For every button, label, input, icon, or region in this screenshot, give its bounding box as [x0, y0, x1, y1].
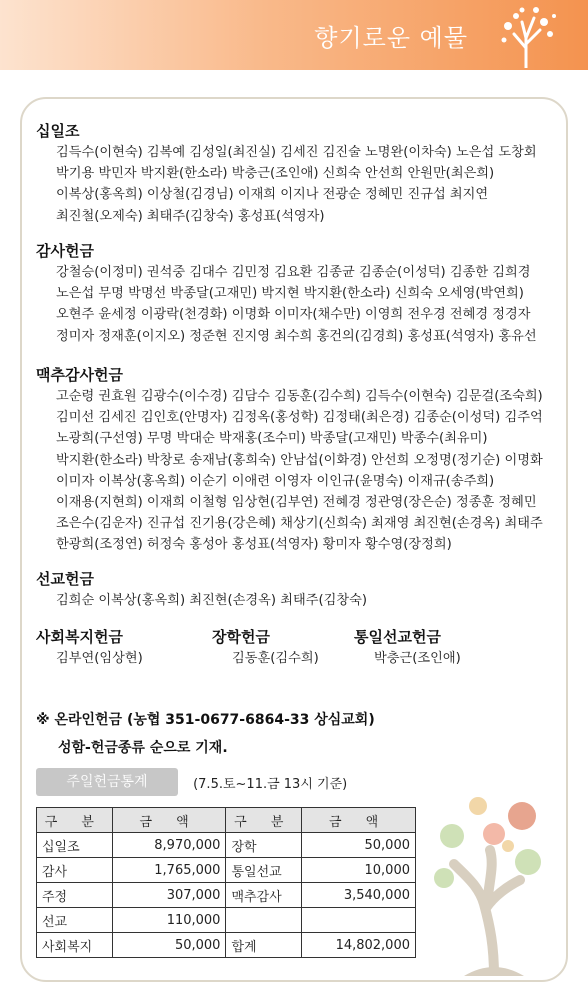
- donor-line: 이미자 이복상(홍옥희) 이순기 이애련 이영자 이인규(윤명숙) 이재규(송주희): [56, 473, 495, 489]
- category-cell: 감사: [37, 858, 113, 883]
- column-header: 구 분: [37, 808, 113, 833]
- section-scholarship: [212, 626, 319, 669]
- section-thanks: [36, 240, 537, 347]
- table-row: [37, 933, 416, 958]
- category-cell: 통일선교: [226, 858, 302, 883]
- donor-line: 고순령 권효원 김광수(이수경) 김담수 김동훈(김수희) 김득수(이현숙) 김문걸(조숙희): [56, 389, 543, 404]
- table-row: [37, 858, 416, 883]
- section-title-tithe: 십일조: [36, 122, 80, 140]
- category-cell: 맥추감사: [226, 883, 302, 908]
- amount-cell: 110,000: [112, 908, 226, 933]
- donor-line: 박기용 박민자 박지환(한소라) 박충근(조인애) 신희숙 안선희 안원만(최은희): [56, 166, 495, 182]
- column-header: 금 액: [112, 808, 226, 833]
- section-welfare: [36, 626, 143, 669]
- donor-line: 박지환(한소라) 박창로 송재남(홍희숙) 안남섭(이화경) 안선희 오정명(정기순) 이명화: [56, 452, 543, 468]
- section-harvest: [36, 364, 543, 556]
- donor-line: 박충근(조인애): [374, 651, 461, 666]
- donor-line: 오현주 윤세정 이광락(천경화) 이명화 이미자(채수만) 이영희 전우경 전혜경 정경자: [56, 307, 531, 323]
- amount-cell: 1,765,000: [112, 858, 226, 883]
- offering-stats-table: [36, 807, 416, 958]
- tree-decoration-icon: [424, 786, 564, 976]
- total-label-cell: 합계: [226, 933, 302, 958]
- category-cell: 사회복지: [37, 933, 113, 958]
- column-header: 구 분: [226, 808, 302, 833]
- category-cell: 십일조: [37, 833, 113, 858]
- donor-list-thanks: [56, 262, 537, 347]
- table-row: [37, 883, 416, 908]
- category-cell: 선교: [37, 908, 113, 933]
- online-offering-note: [36, 706, 375, 762]
- stats-period: (7.5.토~11.금 13시 기준): [193, 776, 348, 792]
- section-mission: [36, 568, 367, 611]
- section-title-harvest: 맥추감사헌금: [36, 366, 123, 384]
- donor-line: 최진철(오제숙) 최태주(김창숙) 홍성표(석영자): [56, 208, 325, 224]
- donor-line: 강철승(이정미) 권석중 김대수 김민정 김요환 김종균 김종순(이성덕) 김종한 김희경: [56, 265, 531, 280]
- header-banner: [0, 0, 588, 70]
- note-line-instruction: 성함-헌금종류 순으로 기재.: [58, 740, 228, 756]
- category-cell: 장학: [226, 833, 302, 858]
- donor-list-harvest: [56, 386, 543, 556]
- amount-cell: 3,540,000: [302, 883, 416, 908]
- donor-line: 김미선 김세진 김인호(안명자) 김정옥(홍성학) 김정태(최은경) 김종순(이성덕) 김주억: [56, 410, 543, 426]
- donor-list-scholarship: [232, 648, 319, 669]
- section-unification: [354, 626, 461, 669]
- section-title-welfare: 사회복지헌금: [36, 628, 123, 646]
- category-cell: [226, 908, 302, 933]
- donor-list-welfare: [56, 648, 143, 669]
- note-line-account: ※ 온라인헌금 (농협 351-0677-6864-33 상심교회): [36, 712, 375, 728]
- amount-cell: 8,970,000: [112, 833, 226, 858]
- section-title-mission: 선교헌금: [36, 570, 94, 588]
- donor-line: 노광희(구선영) 무명 박대순 박재홍(조수미) 박종달(고재민) 박종수(최유미): [56, 431, 488, 447]
- donor-list-unification: [374, 648, 461, 669]
- section-title-thanks: 감사헌금: [36, 242, 94, 260]
- donor-line: 조은수(김운자) 진규섭 진기용(강은혜) 채상기(신희숙) 최재영 최진현(손경옥) 최태주: [56, 516, 543, 532]
- stats-button[interactable]: 주일헌금통계: [36, 768, 178, 796]
- donor-line: 김희순 이복상(홍옥희) 최진현(손경옥) 최태주(김창숙): [56, 593, 367, 608]
- donor-line: 이복상(홍옥희) 이상철(김경님) 이재희 이지나 전광순 정혜민 진규섭 최지연: [56, 187, 489, 203]
- tree-icon: [486, 4, 566, 68]
- amount-cell: 50,000: [112, 933, 226, 958]
- stats-header: [36, 768, 347, 796]
- donor-line: 정미자 정재훈(이지오) 정준현 진지영 최수희 홍건의(김경희) 홍성표(석영자) 홍유선: [56, 328, 537, 344]
- donor-line: 김부연(임상현): [56, 651, 143, 666]
- section-title-unification: 통일선교헌금: [354, 628, 441, 646]
- donor-line: 노은섭 무명 박명선 박종달(고재민) 박지현 박지환(한소라) 신희숙 오세영(박연희): [56, 286, 524, 302]
- amount-cell: 10,000: [302, 858, 416, 883]
- amount-cell: 50,000: [302, 833, 416, 858]
- donor-line: 김득수(이현숙) 김복예 김성일(최진실) 김세진 김진술 노명완(이차숙) 노은섭 도창회: [56, 145, 537, 160]
- section-title-scholarship: 장학헌금: [212, 628, 270, 646]
- table-header-row: [37, 808, 416, 833]
- donor-line: 한광희(조정연) 허정숙 홍성아 홍성표(석영자) 황미자 황수영(장정희): [56, 537, 452, 553]
- column-header: 금 액: [302, 808, 416, 833]
- donor-list-tithe: [56, 142, 537, 227]
- total-amount-cell: 14,802,000: [302, 933, 416, 958]
- donor-line: 이재용(지현희) 이재희 이철형 임상현(김부연) 전혜경 정관영(장은순) 정종훈 정혜민: [56, 495, 537, 511]
- table-row: [37, 833, 416, 858]
- page-title: 향기로운 예물: [314, 24, 468, 52]
- amount-cell: [302, 908, 416, 933]
- table-row: [37, 908, 416, 933]
- category-cell: 주정: [37, 883, 113, 908]
- donor-line: 김동훈(김수희): [232, 651, 319, 666]
- donor-list-mission: [56, 590, 367, 611]
- amount-cell: 307,000: [112, 883, 226, 908]
- section-tithe: [36, 120, 537, 227]
